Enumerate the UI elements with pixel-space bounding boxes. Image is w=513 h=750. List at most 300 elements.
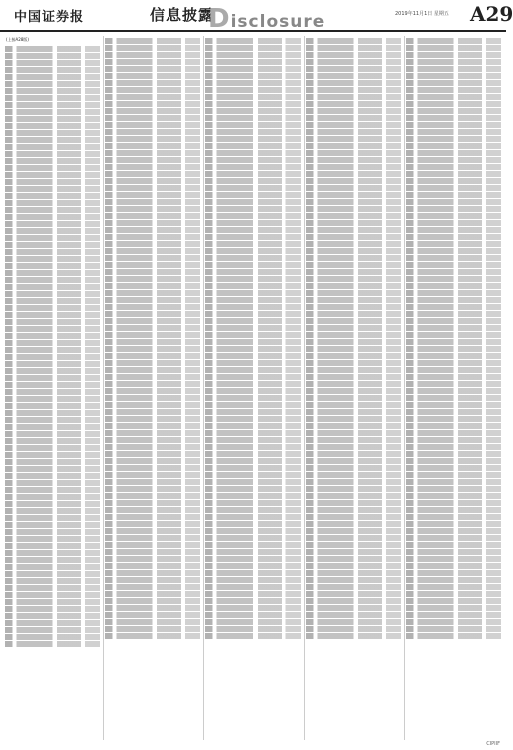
table-row	[306, 458, 401, 464]
table-row	[306, 598, 401, 604]
table-row	[105, 129, 200, 135]
table-row	[5, 333, 100, 339]
table-row	[5, 557, 100, 563]
table-row	[5, 214, 100, 220]
table-row	[105, 500, 200, 506]
table-row	[306, 115, 401, 121]
table-row	[205, 304, 300, 310]
table-row	[406, 206, 501, 212]
table-row	[105, 451, 200, 457]
table-row	[105, 101, 200, 107]
table-row	[5, 88, 100, 94]
table-row	[205, 570, 300, 576]
table-row	[406, 465, 501, 471]
table-row	[105, 605, 200, 611]
table-row	[406, 409, 501, 415]
table-row	[5, 606, 100, 612]
table-row	[105, 423, 200, 429]
table-row	[306, 73, 401, 79]
table-row	[205, 619, 300, 625]
table-row	[306, 38, 401, 44]
table-row	[406, 486, 501, 492]
table-row	[105, 521, 200, 527]
table-row	[306, 570, 401, 576]
table-row	[406, 514, 501, 520]
table-row	[406, 528, 501, 534]
table-row	[406, 591, 501, 597]
table-row	[406, 402, 501, 408]
table-row	[406, 416, 501, 422]
table-row	[5, 536, 100, 542]
table-row	[205, 563, 300, 569]
table-row	[105, 472, 200, 478]
table-row	[105, 591, 200, 597]
table-row	[105, 255, 200, 261]
table-row	[5, 431, 100, 437]
table-row	[406, 451, 501, 457]
table-row	[406, 367, 501, 373]
table-row	[105, 213, 200, 219]
table-row	[5, 305, 100, 311]
table-row	[5, 480, 100, 486]
table-row	[306, 290, 401, 296]
table-row	[205, 507, 300, 513]
column-1	[4, 36, 101, 740]
table-row	[205, 318, 300, 324]
table-row	[5, 417, 100, 423]
table-row	[105, 437, 200, 443]
table-row	[306, 619, 401, 625]
table-row	[406, 374, 501, 380]
table-row	[105, 542, 200, 548]
table-row	[5, 249, 100, 255]
table-row	[105, 59, 200, 65]
table-row	[406, 472, 501, 478]
table-row	[5, 312, 100, 318]
table-row	[105, 479, 200, 485]
table-row	[205, 213, 300, 219]
table-row	[5, 46, 100, 52]
table-row	[306, 80, 401, 86]
table-row	[105, 458, 200, 464]
table-row	[205, 346, 300, 352]
table-row	[105, 108, 200, 114]
table-row	[205, 199, 300, 205]
table-row	[306, 339, 401, 345]
table-row	[306, 213, 401, 219]
table-row	[205, 605, 300, 611]
page-number: A29	[470, 2, 513, 26]
table-row	[306, 479, 401, 485]
table-row	[5, 172, 100, 178]
table-row	[5, 389, 100, 395]
table-row	[105, 346, 200, 352]
table-row	[105, 577, 200, 583]
table-row	[306, 437, 401, 443]
column-3	[203, 36, 301, 740]
table-row	[306, 500, 401, 506]
table-row	[306, 584, 401, 590]
table-row	[406, 276, 501, 282]
table-row	[205, 255, 300, 261]
table-row	[105, 115, 200, 121]
table-row	[306, 563, 401, 569]
table-row	[205, 248, 300, 254]
table-row	[306, 521, 401, 527]
table-row	[5, 473, 100, 479]
table-row	[105, 94, 200, 100]
table-row	[5, 109, 100, 115]
table-row	[406, 66, 501, 72]
table-row	[406, 115, 501, 121]
table-row	[205, 52, 300, 58]
table-row	[306, 633, 401, 639]
table-row	[5, 613, 100, 619]
table-row	[406, 45, 501, 51]
table-row	[306, 472, 401, 478]
table-row	[306, 108, 401, 114]
table-row	[105, 409, 200, 415]
table-row	[306, 626, 401, 632]
column-5	[404, 36, 502, 740]
table-row	[205, 101, 300, 107]
table-row	[406, 234, 501, 240]
table-row	[306, 528, 401, 534]
table-row	[205, 528, 300, 534]
table-row	[205, 584, 300, 590]
issue-date: 2019年11月1日 星期五	[395, 11, 449, 17]
table-row	[406, 542, 501, 548]
table-row	[5, 424, 100, 430]
table-row	[105, 199, 200, 205]
table-row	[205, 241, 300, 247]
table-row	[406, 87, 501, 93]
table-row	[5, 165, 100, 171]
table-row	[105, 444, 200, 450]
column-4	[304, 36, 402, 740]
table-row	[5, 438, 100, 444]
table-row	[205, 171, 300, 177]
column-2	[103, 36, 201, 740]
table-row	[5, 137, 100, 143]
table-row	[306, 542, 401, 548]
table-row	[406, 346, 501, 352]
table-row	[105, 381, 200, 387]
table-row	[105, 87, 200, 93]
table-row	[406, 430, 501, 436]
table-row	[5, 298, 100, 304]
table-row	[406, 143, 501, 149]
table-row	[105, 486, 200, 492]
table-row	[306, 605, 401, 611]
table-row	[406, 570, 501, 576]
table-row	[105, 535, 200, 541]
table-row	[205, 94, 300, 100]
table-row	[205, 451, 300, 457]
table-row	[205, 598, 300, 604]
table-row	[205, 542, 300, 548]
table-row	[105, 507, 200, 513]
footer-mark: CIPIIF	[486, 741, 500, 747]
table-row	[306, 486, 401, 492]
table-row	[105, 311, 200, 317]
table-row	[205, 535, 300, 541]
table-row	[105, 430, 200, 436]
table-row	[406, 535, 501, 541]
table-row	[306, 262, 401, 268]
table-row	[306, 577, 401, 583]
table-row	[105, 612, 200, 618]
table-row	[205, 486, 300, 492]
table-row	[205, 157, 300, 163]
table-row	[205, 549, 300, 555]
table-row	[205, 262, 300, 268]
table-row	[5, 228, 100, 234]
table-row	[105, 584, 200, 590]
table-row	[5, 564, 100, 570]
table-row	[406, 605, 501, 611]
table-row	[105, 493, 200, 499]
table-row	[406, 437, 501, 443]
section-initial: D	[208, 4, 231, 34]
table-row	[205, 325, 300, 331]
table-row	[105, 360, 200, 366]
table-row	[306, 206, 401, 212]
table-row	[5, 186, 100, 192]
table-row	[5, 235, 100, 241]
table-row	[205, 423, 300, 429]
table-row	[306, 332, 401, 338]
table-row	[105, 556, 200, 562]
table-row	[306, 241, 401, 247]
table-row	[406, 269, 501, 275]
table-row	[406, 80, 501, 86]
table-row	[306, 311, 401, 317]
table-row	[406, 171, 501, 177]
table-row	[406, 297, 501, 303]
table-row	[105, 143, 200, 149]
table-row	[205, 220, 300, 226]
table-row	[105, 185, 200, 191]
table-row	[105, 297, 200, 303]
table-row	[105, 416, 200, 422]
continuation-note: (上接A28版)	[6, 37, 29, 42]
table-row	[406, 192, 501, 198]
table-row	[306, 353, 401, 359]
table-row	[406, 507, 501, 513]
table-row	[306, 276, 401, 282]
table-row	[105, 563, 200, 569]
table-row	[306, 297, 401, 303]
column-3-rows	[204, 36, 301, 641]
table-row	[406, 360, 501, 366]
table-row	[5, 53, 100, 59]
table-row	[406, 136, 501, 142]
table-row	[105, 234, 200, 240]
table-row	[205, 458, 300, 464]
table-row	[5, 263, 100, 269]
table-row	[306, 591, 401, 597]
table-row	[105, 38, 200, 44]
table-row	[5, 116, 100, 122]
table-row	[5, 501, 100, 507]
table-row	[306, 227, 401, 233]
table-row	[5, 634, 100, 640]
table-row	[5, 256, 100, 262]
table-row	[306, 101, 401, 107]
table-row	[306, 430, 401, 436]
table-row	[5, 459, 100, 465]
table-row	[306, 451, 401, 457]
table-row	[205, 269, 300, 275]
table-row	[205, 115, 300, 121]
table-row	[105, 157, 200, 163]
table-row	[5, 543, 100, 549]
table-row	[205, 444, 300, 450]
table-row	[205, 136, 300, 142]
table-row	[105, 374, 200, 380]
table-row	[306, 465, 401, 471]
table-row	[306, 346, 401, 352]
table-row	[105, 192, 200, 198]
table-row	[105, 276, 200, 282]
table-row	[306, 444, 401, 450]
table-row	[406, 423, 501, 429]
table-row	[406, 395, 501, 401]
table-row	[205, 206, 300, 212]
table-row	[306, 45, 401, 51]
table-row	[406, 577, 501, 583]
table-row	[306, 234, 401, 240]
table-row	[406, 52, 501, 58]
table-row	[105, 248, 200, 254]
table-row	[406, 612, 501, 618]
column-4-rows	[305, 36, 402, 641]
table-row	[5, 319, 100, 325]
table-row	[105, 122, 200, 128]
table-row	[5, 291, 100, 297]
table-row	[5, 67, 100, 73]
table-row	[5, 445, 100, 451]
table-row	[5, 151, 100, 157]
table-row	[406, 381, 501, 387]
table-row	[105, 395, 200, 401]
table-row	[205, 556, 300, 562]
table-row	[406, 150, 501, 156]
column-1-rows	[4, 44, 101, 649]
table-row	[205, 430, 300, 436]
table-row	[205, 465, 300, 471]
table-row	[5, 452, 100, 458]
table-row	[205, 143, 300, 149]
table-row	[5, 368, 100, 374]
table-row	[406, 38, 501, 44]
table-row	[5, 354, 100, 360]
table-row	[205, 73, 300, 79]
table-row	[406, 619, 501, 625]
table-row	[5, 585, 100, 591]
table-row	[205, 479, 300, 485]
table-row	[105, 514, 200, 520]
table-row	[205, 164, 300, 170]
table-row	[5, 81, 100, 87]
section-title-en	[208, 4, 325, 34]
table-row	[5, 144, 100, 150]
table-row	[205, 290, 300, 296]
table-row	[205, 87, 300, 93]
table-row	[205, 381, 300, 387]
table-row	[105, 290, 200, 296]
table-row	[406, 563, 501, 569]
table-row	[205, 192, 300, 198]
table-row	[306, 164, 401, 170]
table-row	[105, 178, 200, 184]
table-row	[406, 94, 501, 100]
table-row	[5, 550, 100, 556]
table-row	[306, 304, 401, 310]
table-row	[306, 255, 401, 261]
table-row	[306, 129, 401, 135]
table-row	[205, 360, 300, 366]
table-row	[406, 122, 501, 128]
table-row	[406, 220, 501, 226]
table-row	[406, 108, 501, 114]
table-row	[306, 157, 401, 163]
table-row	[5, 396, 100, 402]
table-row	[5, 403, 100, 409]
table-row	[5, 95, 100, 101]
table-row	[406, 332, 501, 338]
table-row	[406, 283, 501, 289]
table-row	[5, 60, 100, 66]
table-row	[406, 458, 501, 464]
table-row	[205, 297, 300, 303]
table-row	[5, 277, 100, 283]
table-row	[5, 102, 100, 108]
table-row	[406, 633, 501, 639]
table-row	[105, 626, 200, 632]
table-row	[205, 276, 300, 282]
table-row	[105, 304, 200, 310]
table-row	[105, 206, 200, 212]
table-row	[105, 66, 200, 72]
table-row	[5, 592, 100, 598]
table-row	[105, 388, 200, 394]
table-row	[105, 220, 200, 226]
table-row	[406, 388, 501, 394]
table-row	[105, 549, 200, 555]
table-row	[205, 80, 300, 86]
table-row	[406, 262, 501, 268]
table-row	[5, 522, 100, 528]
table-row	[5, 361, 100, 367]
table-row	[105, 570, 200, 576]
table-row	[5, 347, 100, 353]
table-row	[205, 437, 300, 443]
table-row	[205, 59, 300, 65]
table-row	[5, 340, 100, 346]
table-row	[406, 500, 501, 506]
table-row	[105, 339, 200, 345]
table-row	[105, 150, 200, 156]
table-row	[306, 507, 401, 513]
table-row	[205, 332, 300, 338]
table-row	[105, 269, 200, 275]
table-row	[205, 38, 300, 44]
table-row	[306, 136, 401, 142]
table-row	[205, 178, 300, 184]
table-row	[306, 87, 401, 93]
